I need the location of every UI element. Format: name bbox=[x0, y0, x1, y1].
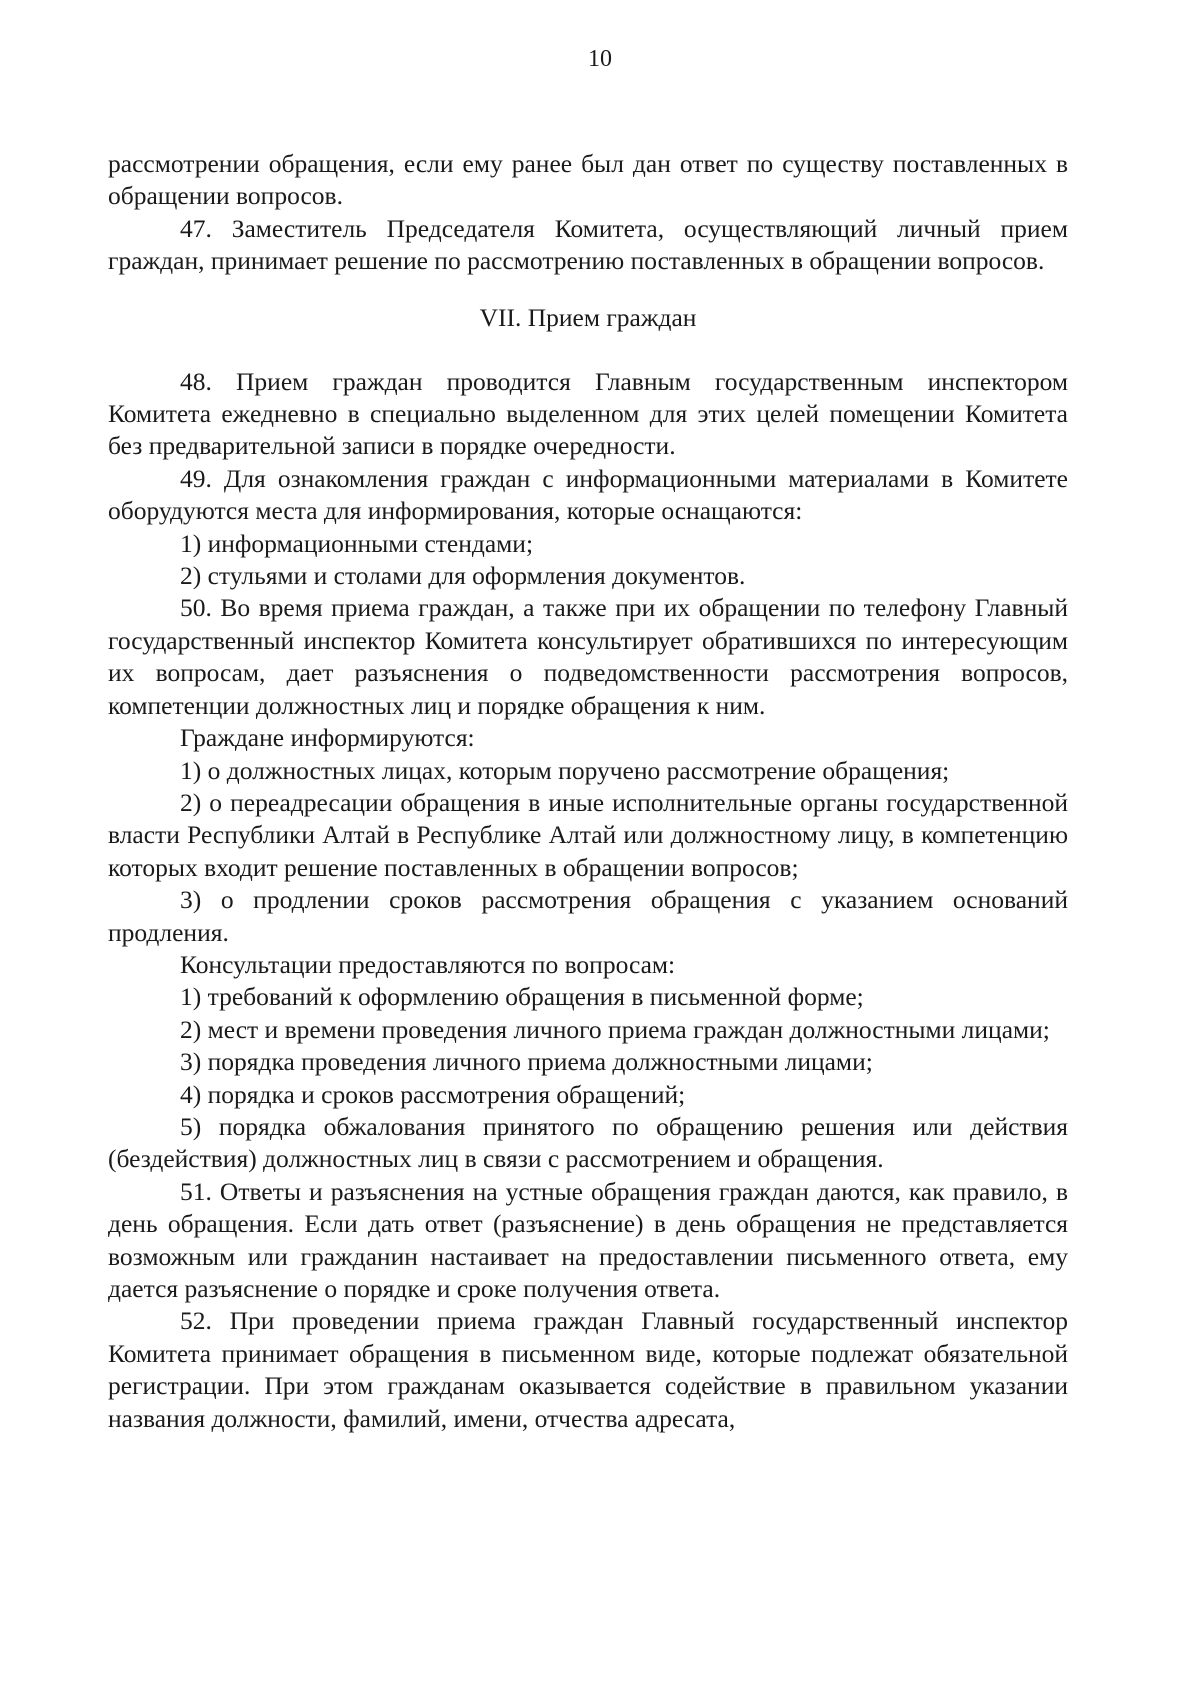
paragraph: Консультации предоставляются по вопросам: bbox=[180, 949, 676, 979]
page-number: 10 bbox=[588, 46, 612, 72]
list-item: 1) информационными стендами; bbox=[180, 528, 534, 558]
list-item: 3) о продлении сроков рассмотрения обращения с указанием оснований продления. bbox=[108, 885, 1068, 947]
paragraph-47: 47. Заместитель Председателя Комитета, осуществляющий личный прием граждан, принимает решение по рассмотрению поставленных в обращении вопросов. bbox=[108, 213, 1068, 276]
list-item: 2) стульями и столами для оформления документов. bbox=[180, 561, 746, 591]
paragraph-52: 52. При проведении приема граждан Главный государственный инспектор Комитета принимает обращения в письменном виде, которые подлежат обязательной регистрации. При этом гражданам оказывается содействие в правильном указании названия должности, фамилий, имени, отчества адресата, bbox=[108, 1306, 1068, 1433]
paragraph-49: 49. Для ознакомления граждан с информационными материалами в Комитете оборудуются места для информирования, которые оснащаются: bbox=[108, 463, 1068, 526]
paragraph: рассмотрении обращения, если ему ранее был дан ответ по существу поставленных в обращении вопросов. bbox=[108, 149, 1068, 211]
section-heading: VII. Прием граждан bbox=[479, 302, 697, 332]
list-item: 1) о должностных лицах, которым поручено рассмотрение обращения; bbox=[180, 755, 950, 785]
list-item: 5) порядка обжалования принятого по обращению решения или действия (бездействия) должностных лиц в связи с рассмотрением и обращения. bbox=[108, 1111, 1068, 1174]
list-item: 1) требований к оформлению обращения в письменной форме; bbox=[180, 982, 864, 1012]
paragraph-48: 48. Прием граждан проводится Главным государственным инспектором Комитета ежедневно в специально выделенном для этих целей помещении Комитета без предварительной записи в порядке очередности. bbox=[108, 366, 1068, 461]
document-body bbox=[108, 148, 1068, 1435]
paragraph-51: 51. Ответы и разъяснения на устные обращения граждан даются, как правило, в день обращения. Если дать ответ (разъяснение) в день обращения не представляется возможным или гражданин настаивает на предоставлении письменного ответа, ему дается разъяснение о порядке и сроке получения ответа. bbox=[108, 1176, 1068, 1303]
list-item: 2) о переадресации обращения в иные исполнительные органы государственной власти Республики Алтай в Республике Алтай или должностному лицу, в компетенцию которых входит решение поставленных в обращении вопросов; bbox=[108, 787, 1068, 882]
paragraph-50: 50. Во время приема граждан, а также при их обращении по телефону Главный государственный инспектор Комитета консультирует обратившихся по интересующим их вопросам, дает разъяснения о подведомственности рассмотрения вопросов, компетенции должностных лиц и порядке обращения к ним. bbox=[108, 593, 1068, 720]
paragraph: Граждане информируются: bbox=[180, 723, 475, 753]
list-item: 2) мест и времени проведения личного приема граждан должностными лицами; bbox=[180, 1014, 1050, 1044]
list-item: 4) порядка и сроков рассмотрения обращений; bbox=[180, 1079, 686, 1109]
list-item: 3) порядка проведения личного приема должностными лицами; bbox=[180, 1047, 873, 1077]
